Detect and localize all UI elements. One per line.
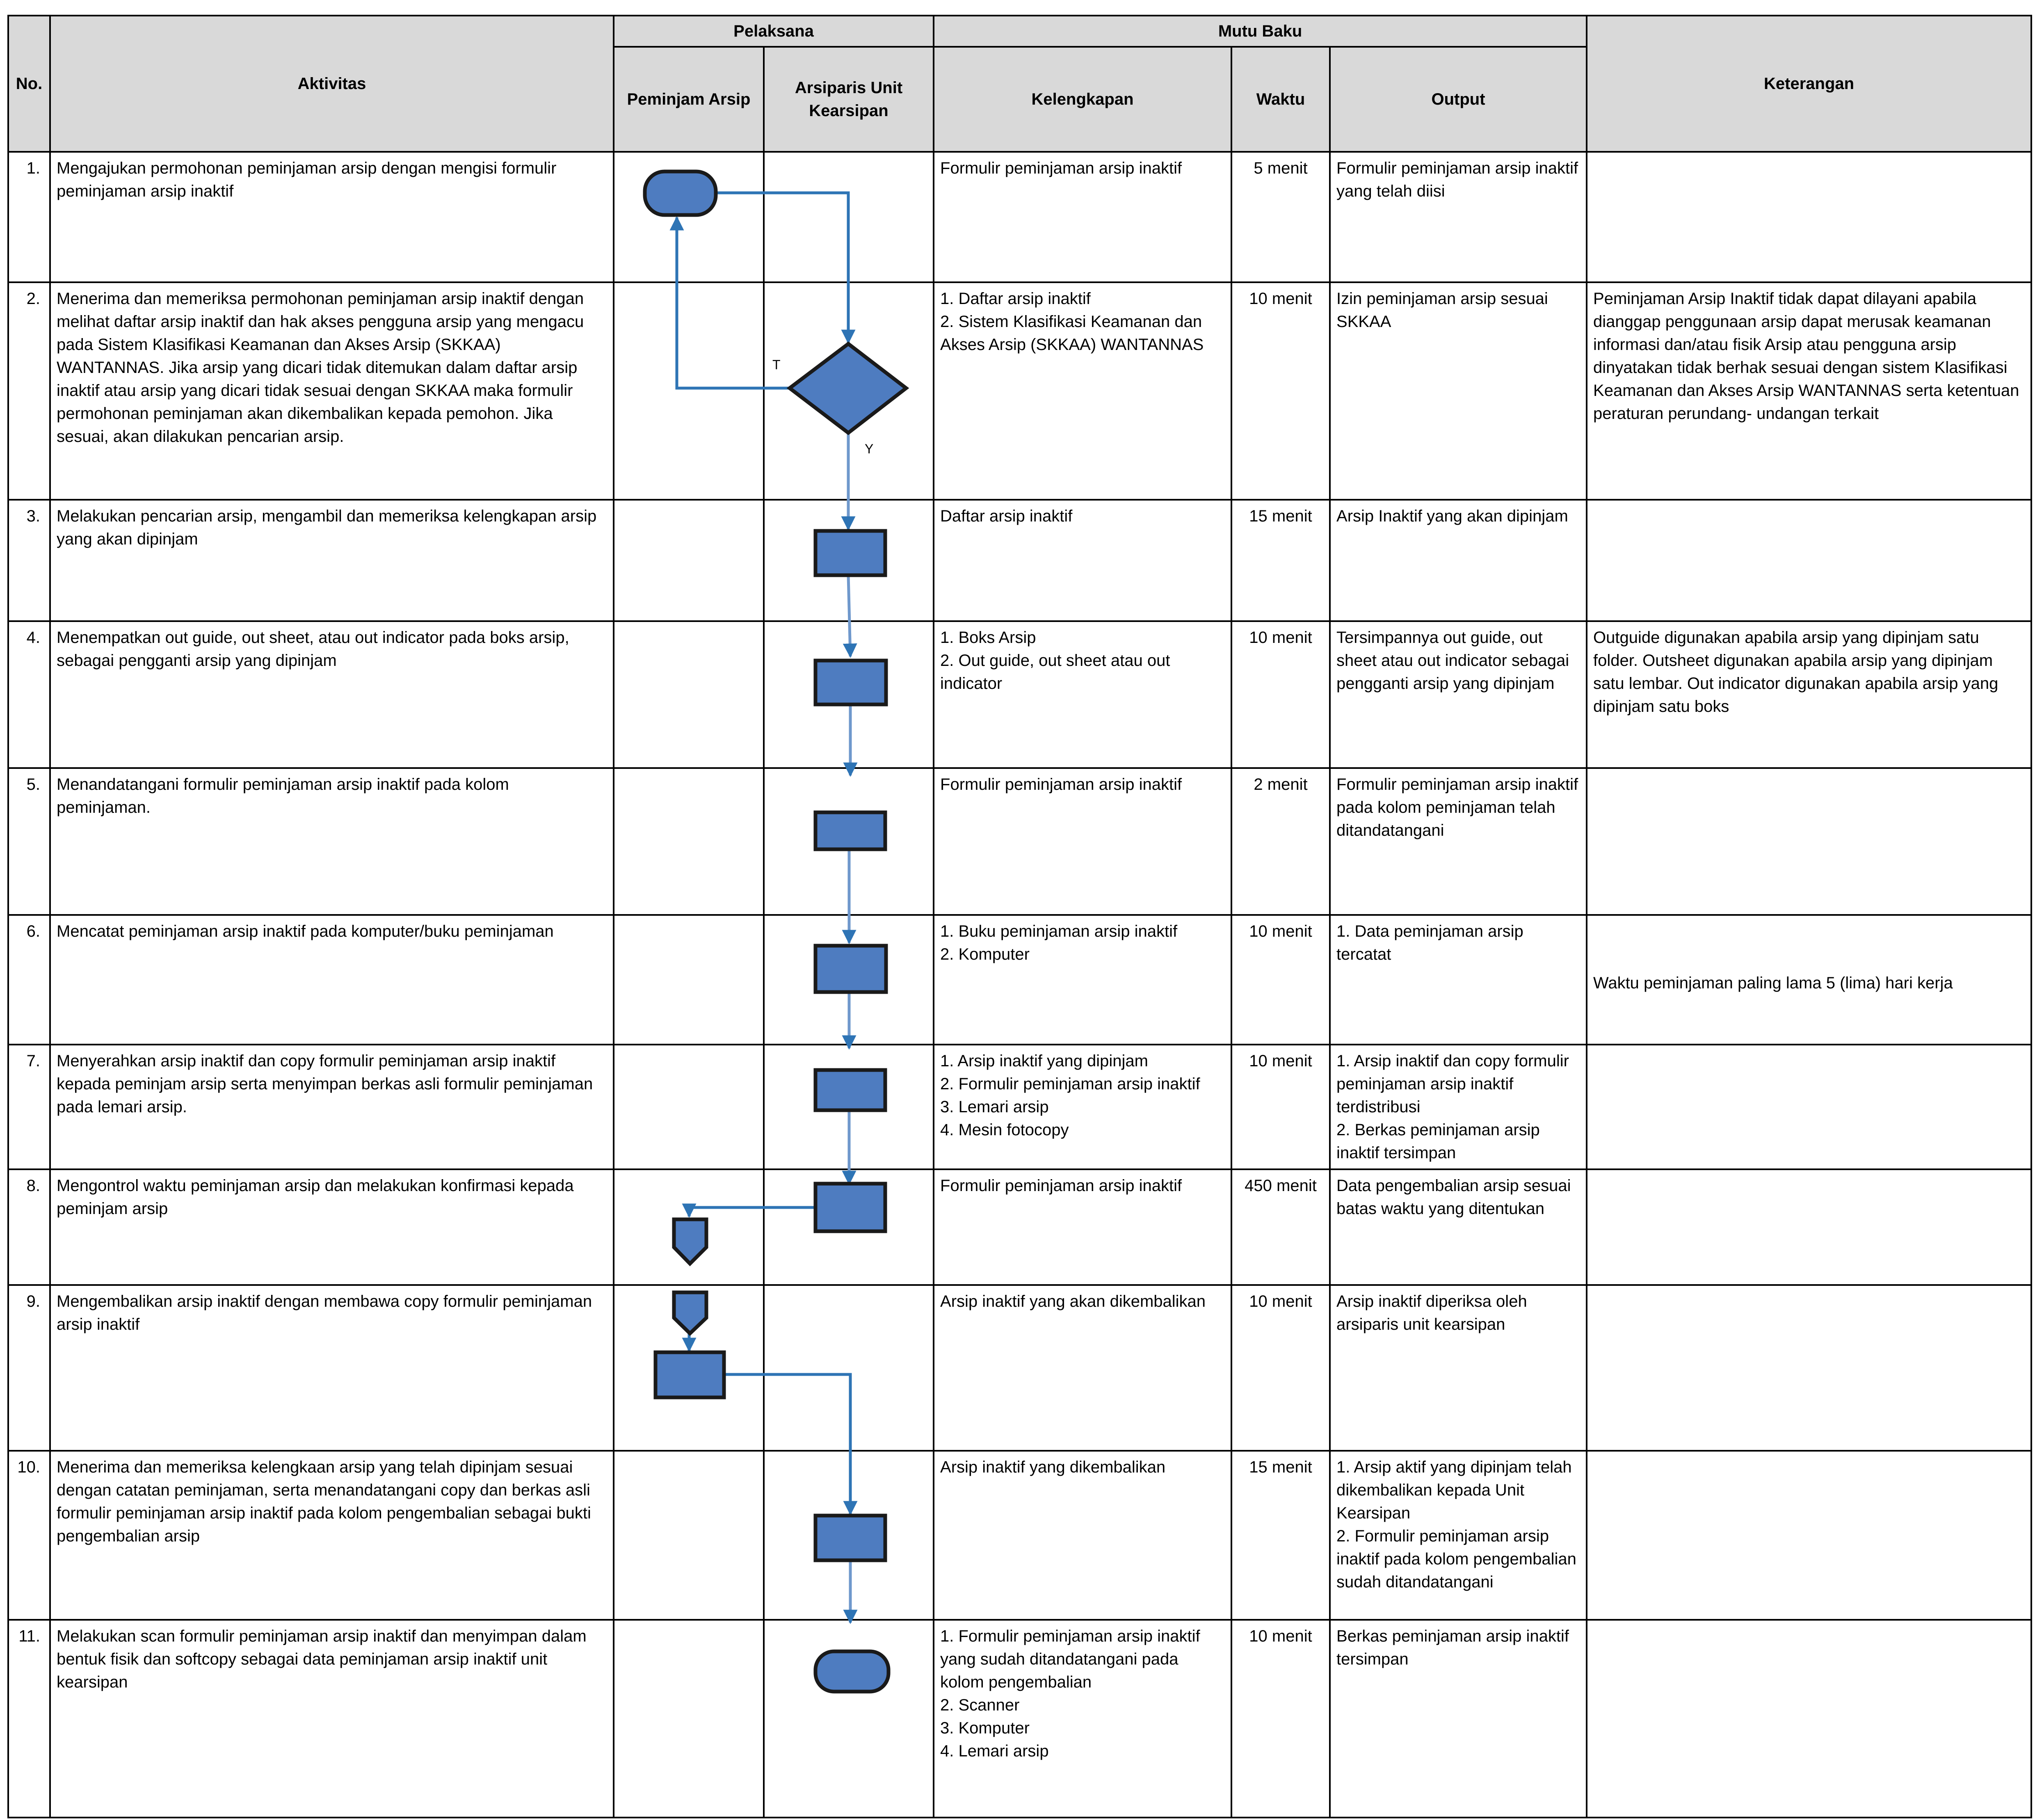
row-output: Data pengembalian arsip sesuai batas waktu yang ditentukan: [1330, 1169, 1587, 1285]
decision-label-yes: Y: [865, 441, 874, 456]
row-output: Berkas peminjaman arsip inaktif tersimpan: [1330, 1620, 1587, 1818]
row-kelengkapan: 1. Formulir peminjaman arsip inaktif yang sudah ditandatangani pada kolom pengembalian 2. Scanner 3. Komputer 4. Lemari arsip: [934, 1620, 1231, 1818]
row-waktu: 10 menit: [1231, 915, 1330, 1045]
lane-peminjam-cell: [614, 915, 764, 1045]
row-no: 1.: [8, 152, 50, 282]
row-keterangan: [1587, 768, 2031, 915]
table-row: [8, 1285, 2031, 1451]
table-row: [8, 1169, 2031, 1285]
lane-arsiparis-cell: [764, 915, 934, 1045]
row-output: Tersimpannya out guide, out sheet atau out indicator sebagai pengganti arsip yang dipinjam: [1330, 621, 1587, 768]
row-aktivitas: Menandatangani formulir peminjaman arsip inaktif pada kolom peminjaman.: [50, 768, 614, 915]
row-waktu: 5 menit: [1231, 152, 1330, 282]
row-keterangan: Waktu peminjaman paling lama 5 (lima) hari kerja: [1587, 915, 2031, 1045]
lane-arsiparis-cell: [764, 152, 934, 282]
lane-arsiparis-cell: [764, 1285, 934, 1451]
header-arsiparis-unit: Arsiparis Unit Kearsipan: [764, 47, 934, 152]
row-output: Izin peminjaman arsip sesuai SKKAA: [1330, 282, 1587, 500]
lane-arsiparis-cell: [764, 1620, 934, 1818]
row-waktu: 10 menit: [1231, 621, 1330, 768]
row-output: Arsip inaktif diperiksa oleh arsiparis unit kearsipan: [1330, 1285, 1587, 1451]
header-no: No.: [8, 16, 50, 152]
header-output: Output: [1330, 47, 1587, 152]
lane-peminjam-cell: [614, 152, 764, 282]
row-no: 4.: [8, 621, 50, 768]
lane-peminjam-cell: [614, 621, 764, 768]
lane-arsiparis-cell: [764, 1451, 934, 1620]
lane-peminjam-cell: [614, 1045, 764, 1169]
row-keterangan: [1587, 152, 2031, 282]
row-aktivitas: Menyerahkan arsip inaktif dan copy formulir peminjaman arsip inaktif kepada peminjam arsip serta menyimpan berkas asli formulir peminjaman pada lemari arsip.: [50, 1045, 614, 1169]
row-aktivitas: Mengembalikan arsip inaktif dengan membawa copy formulir peminjaman arsip inaktif: [50, 1285, 614, 1451]
header-waktu: Waktu: [1231, 47, 1330, 152]
row-keterangan: [1587, 1045, 2031, 1169]
row-output: Formulir peminjaman arsip inaktif yang telah diisi: [1330, 152, 1587, 282]
row-kelengkapan: Arsip inaktif yang akan dikembalikan: [934, 1285, 1231, 1451]
table-row: [8, 500, 2031, 621]
row-keterangan: [1587, 1620, 2031, 1818]
row-waktu: 2 menit: [1231, 768, 1330, 915]
lane-arsiparis-cell: [764, 768, 934, 915]
lane-peminjam-cell: [614, 1620, 764, 1818]
table-row: [8, 1045, 2031, 1169]
row-waktu: 10 menit: [1231, 1620, 1330, 1818]
row-keterangan: Peminjaman Arsip Inaktif tidak dapat dilayani apabila dianggap penggunaan arsip dapat merusak keamanan informasi dan/atau fisik Arsip atau pengguna arsip dinyatakan tidak berhak sesuai dengan sistem Klasifikasi Keamanan dan Akses Arsip WANTANNAS serta ketentuan peraturan perundang- undangan terkait: [1587, 282, 2031, 500]
lane-peminjam-cell: [614, 1451, 764, 1620]
row-no: 3.: [8, 500, 50, 621]
lane-arsiparis-cell: [764, 282, 934, 500]
row-aktivitas: Mengontrol waktu peminjaman arsip dan melakukan konfirmasi kepada peminjam arsip: [50, 1169, 614, 1285]
row-output: 1. Data peminjaman arsip tercatat: [1330, 915, 1587, 1045]
lane-arsiparis-cell: [764, 500, 934, 621]
row-kelengkapan: Arsip inaktif yang dikembalikan: [934, 1451, 1231, 1620]
row-kelengkapan: 1. Buku peminjaman arsip inaktif 2. Komputer: [934, 915, 1231, 1045]
table-row: [8, 915, 2031, 1045]
row-no: 8.: [8, 1169, 50, 1285]
row-kelengkapan: 1. Daftar arsip inaktif 2. Sistem Klasifikasi Keamanan dan Akses Arsip (SKKAA) WANTANNAS: [934, 282, 1231, 500]
row-aktivitas: Melakukan pencarian arsip, mengambil dan memeriksa kelengkapan arsip yang akan dipinjam: [50, 500, 614, 621]
lane-arsiparis-cell: [764, 1169, 934, 1285]
row-kelengkapan: 1. Boks Arsip 2. Out guide, out sheet atau out indicator: [934, 621, 1231, 768]
decision-label-no: T: [772, 357, 781, 372]
row-no: 5.: [8, 768, 50, 915]
row-no: 11.: [8, 1620, 50, 1818]
table-row: [8, 768, 2031, 915]
row-no: 6.: [8, 915, 50, 1045]
table-row: [8, 282, 2031, 500]
lane-peminjam-cell: [614, 500, 764, 621]
row-kelengkapan: Daftar arsip inaktif: [934, 500, 1231, 621]
lane-peminjam-cell: [614, 282, 764, 500]
row-output: Formulir peminjaman arsip inaktif pada kolom peminjaman telah ditandatangani: [1330, 768, 1587, 915]
row-waktu: 10 menit: [1231, 282, 1330, 500]
row-waktu: 15 menit: [1231, 1451, 1330, 1620]
row-aktivitas: Menerima dan memeriksa permohonan peminjaman arsip inaktif dengan melihat daftar arsip inaktif dan hak akses pengguna arsip yang mengacu pada Sistem Klasifikasi Keamanan dan Akses Arsip (SKKAA) WANTANNAS. Jika arsip yang dicari tidak ditemukan dalam daftar arsip inaktif atau arsip yang dicari tidak sesuai dengan SKKAA maka formulir permohonan peminjaman akan dikembalikan kepada pemohon. Jika sesuai, akan dilakukan pencarian arsip.: [50, 282, 614, 500]
row-kelengkapan: 1. Arsip inaktif yang dipinjam 2. Formulir peminjaman arsip inaktif 3. Lemari arsip 4. Mesin fotocopy: [934, 1045, 1231, 1169]
header-kelengkapan: Kelengkapan: [934, 47, 1231, 152]
row-no: 10.: [8, 1451, 50, 1620]
header-peminjam-arsip: Peminjam Arsip: [614, 47, 764, 152]
table-row: [8, 1620, 2031, 1818]
header-pelaksana: Pelaksana: [614, 16, 934, 47]
row-aktivitas: Mencatat peminjaman arsip inaktif pada komputer/buku peminjaman: [50, 915, 614, 1045]
row-no: 2.: [8, 282, 50, 500]
table-row: [8, 152, 2031, 282]
row-aktivitas: Mengajukan permohonan peminjaman arsip dengan mengisi formulir peminjaman arsip inaktif: [50, 152, 614, 282]
lane-arsiparis-cell: [764, 1045, 934, 1169]
row-waktu: 10 menit: [1231, 1285, 1330, 1451]
lane-peminjam-cell: [614, 1169, 764, 1285]
row-kelengkapan: Formulir peminjaman arsip inaktif: [934, 152, 1231, 282]
table-body: [8, 152, 2031, 1818]
lane-peminjam-cell: [614, 1285, 764, 1451]
row-keterangan: [1587, 1451, 2031, 1620]
lane-arsiparis-cell: [764, 621, 934, 768]
row-aktivitas: Melakukan scan formulir peminjaman arsip inaktif dan menyimpan dalam bentuk fisik dan softcopy sebagai data peminjaman arsip inaktif unit kearsipan: [50, 1620, 614, 1818]
row-output: Arsip Inaktif yang akan dipinjam: [1330, 500, 1587, 621]
lane-peminjam-cell: [614, 768, 764, 915]
row-waktu: 10 menit: [1231, 1045, 1330, 1169]
table-row: [8, 1451, 2031, 1620]
table-header: [8, 16, 2031, 152]
table-row: [8, 621, 2031, 768]
row-output: 1. Arsip inaktif dan copy formulir peminjaman arsip inaktif terdistribusi 2. Berkas peminjaman arsip inaktif tersimpan: [1330, 1045, 1587, 1169]
row-kelengkapan: Formulir peminjaman arsip inaktif: [934, 768, 1231, 915]
row-aktivitas: Menerima dan memeriksa kelengkaan arsip yang telah dipinjam sesuai dengan catatan peminjaman, serta menandatangani copy dan berkas asli formulir peminjaman arsip inaktif pada kolom pengembalian sebagai bukti pengembalian arsip: [50, 1451, 614, 1620]
sop-table: [7, 15, 2032, 1818]
row-keterangan: Outguide digunakan apabila arsip yang dipinjam satu folder. Outsheet digunakan apabila arsip yang dipinjam satu lembar. Out indicator digunakan apabila arsip yang dipinjam satu boks: [1587, 621, 2031, 768]
row-kelengkapan: Formulir peminjaman arsip inaktif: [934, 1169, 1231, 1285]
row-aktivitas: Menempatkan out guide, out sheet, atau out indicator pada boks arsip, sebagai pengganti arsip yang dipinjam: [50, 621, 614, 768]
row-keterangan: [1587, 1169, 2031, 1285]
row-no: 9.: [8, 1285, 50, 1451]
row-waktu: 15 menit: [1231, 500, 1330, 621]
row-output: 1. Arsip aktif yang dipinjam telah dikembalikan kepada Unit Kearsipan 2. Formulir peminjaman arsip inaktif pada kolom pengembalian sudah ditandatangani: [1330, 1451, 1587, 1620]
header-keterangan: Keterangan: [1587, 16, 2031, 152]
row-no: 7.: [8, 1045, 50, 1169]
row-waktu: 450 menit: [1231, 1169, 1330, 1285]
header-aktivitas: Aktivitas: [50, 16, 614, 152]
row-keterangan: [1587, 500, 2031, 621]
row-keterangan: [1587, 1285, 2031, 1451]
header-mutu-baku: Mutu Baku: [934, 16, 1587, 47]
